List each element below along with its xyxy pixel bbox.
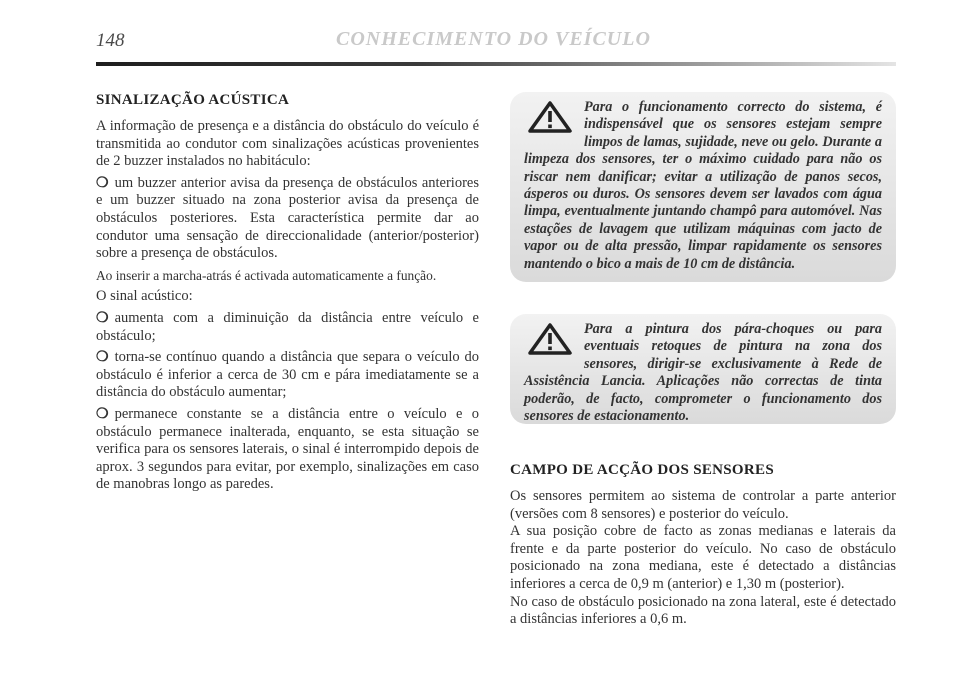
paragraph: A sua posição cobre de facto as zonas medianas e laterais da frente e da parte posterior do veículo. No caso de obstáculo posicionado na zona mediana, este é detectado a distâncias inferiores a cerca de 0,9 m (anterior) e 1,30 m (posterior). bbox=[510, 523, 896, 592]
page-header-title: CONHECIMENTO DO VEÍCULO bbox=[336, 28, 651, 50]
warning-box-painting bbox=[510, 314, 896, 424]
bullet-text: permanece constante se a distância entre o veículo e o obstáculo permanece inalterada, enquanto, se esta situação se verifica para os sensores laterais, o sinal é interrompido depois de aprox. 3 segundos para evitar, por exemplo, sinalizações em caso de manobras longo as paredes. bbox=[96, 405, 479, 493]
right-column bbox=[510, 92, 896, 628]
bullet-icon: ❍ bbox=[96, 310, 109, 326]
bullet-text: aumenta com a diminuição da distância entre veículo e obstáculo; bbox=[96, 309, 479, 344]
warning-triangle-icon bbox=[528, 101, 572, 133]
warning-box-cleaning bbox=[510, 92, 896, 282]
left-column bbox=[96, 92, 479, 498]
paragraph: Os sensores permitem ao sistema de controlar a parte anterior (versões com 8 sensores) e posterior do veículo. bbox=[510, 488, 896, 522]
bullet-icon: ❍ bbox=[96, 406, 109, 422]
page-number: 148 bbox=[96, 30, 125, 51]
header-rule bbox=[96, 62, 896, 66]
signal-label: O sinal acústico: bbox=[96, 288, 193, 305]
bullet-text: torna-se contínuo quando a distância que separa o veículo do obstáculo é inferior a cerca de 30 cm e pára imediatamente se a distância do obstáculo aumentar; bbox=[96, 349, 479, 401]
section-heading-sensor-range: CAMPO DE ACÇÃO DOS SENSORES bbox=[510, 462, 774, 478]
sensor-range-section bbox=[510, 462, 896, 633]
bullet-item bbox=[96, 349, 479, 402]
warning-text: Para o funcionamento correcto do sistema, é indispensável que os sensores estejam sempre limpos de lamas, sujidade, neve ou gelo. Durante a limpeza dos sensores, ter o máximo cuidado para não os riscar nem danificar; evitar a utilização de panos secos, ásperos ou duros. Os sensores devem ser lavados com água limpa, eventualmente juntando champô para automóvel. Nas estações de lavagem que utilizam máquinas com jacto de vapor ou de alta pressão, limpar rapidamente os sensores mantendo o bico a mais de 10 cm de distância. bbox=[524, 99, 882, 272]
bullet-text: um buzzer anterior avisa da presença de obstáculos anteriores e um buzzer situado na zona posterior avisa da presença de obstáculos posteriores. Esta característica permite dar ao condutor uma sensação de direccionalidade (anterior/posterior) sobre a presença de obstáculos. bbox=[96, 174, 479, 262]
bullet-item bbox=[96, 310, 479, 345]
warning-text: Para a pintura dos pára-choques ou para eventuais retoques de pintura na zona dos sensores, dirigir-se exclusivamente à Rede de Assistência Lancia. Aplicações não correctas de tinta poderão, de facto, comprometer o funcionamento dos sensores de estacionamento. bbox=[524, 321, 882, 425]
bullet-item bbox=[96, 406, 479, 494]
paragraph: No caso de obstáculo posicionado na zona lateral, este é detectado a distâncias inferiores a 0,6 m. bbox=[510, 593, 896, 628]
section-heading-acoustic: SINALIZAÇÃO ACÚSTICA bbox=[96, 92, 290, 108]
bullet-icon: ❍ bbox=[96, 175, 109, 191]
bullet-item bbox=[96, 175, 479, 263]
reverse-note: Ao inserir a marcha-atrás é activada automaticamente a função. bbox=[96, 267, 437, 283]
warning-triangle-icon bbox=[528, 323, 572, 355]
bullet-icon: ❍ bbox=[96, 350, 109, 366]
intro-paragraph: A informação de presença e a distância do obstáculo do veículo é transmitida ao condutor com sinalizações acústicas provenientes de 2 buzzer instalados no habitáculo: bbox=[96, 118, 479, 170]
